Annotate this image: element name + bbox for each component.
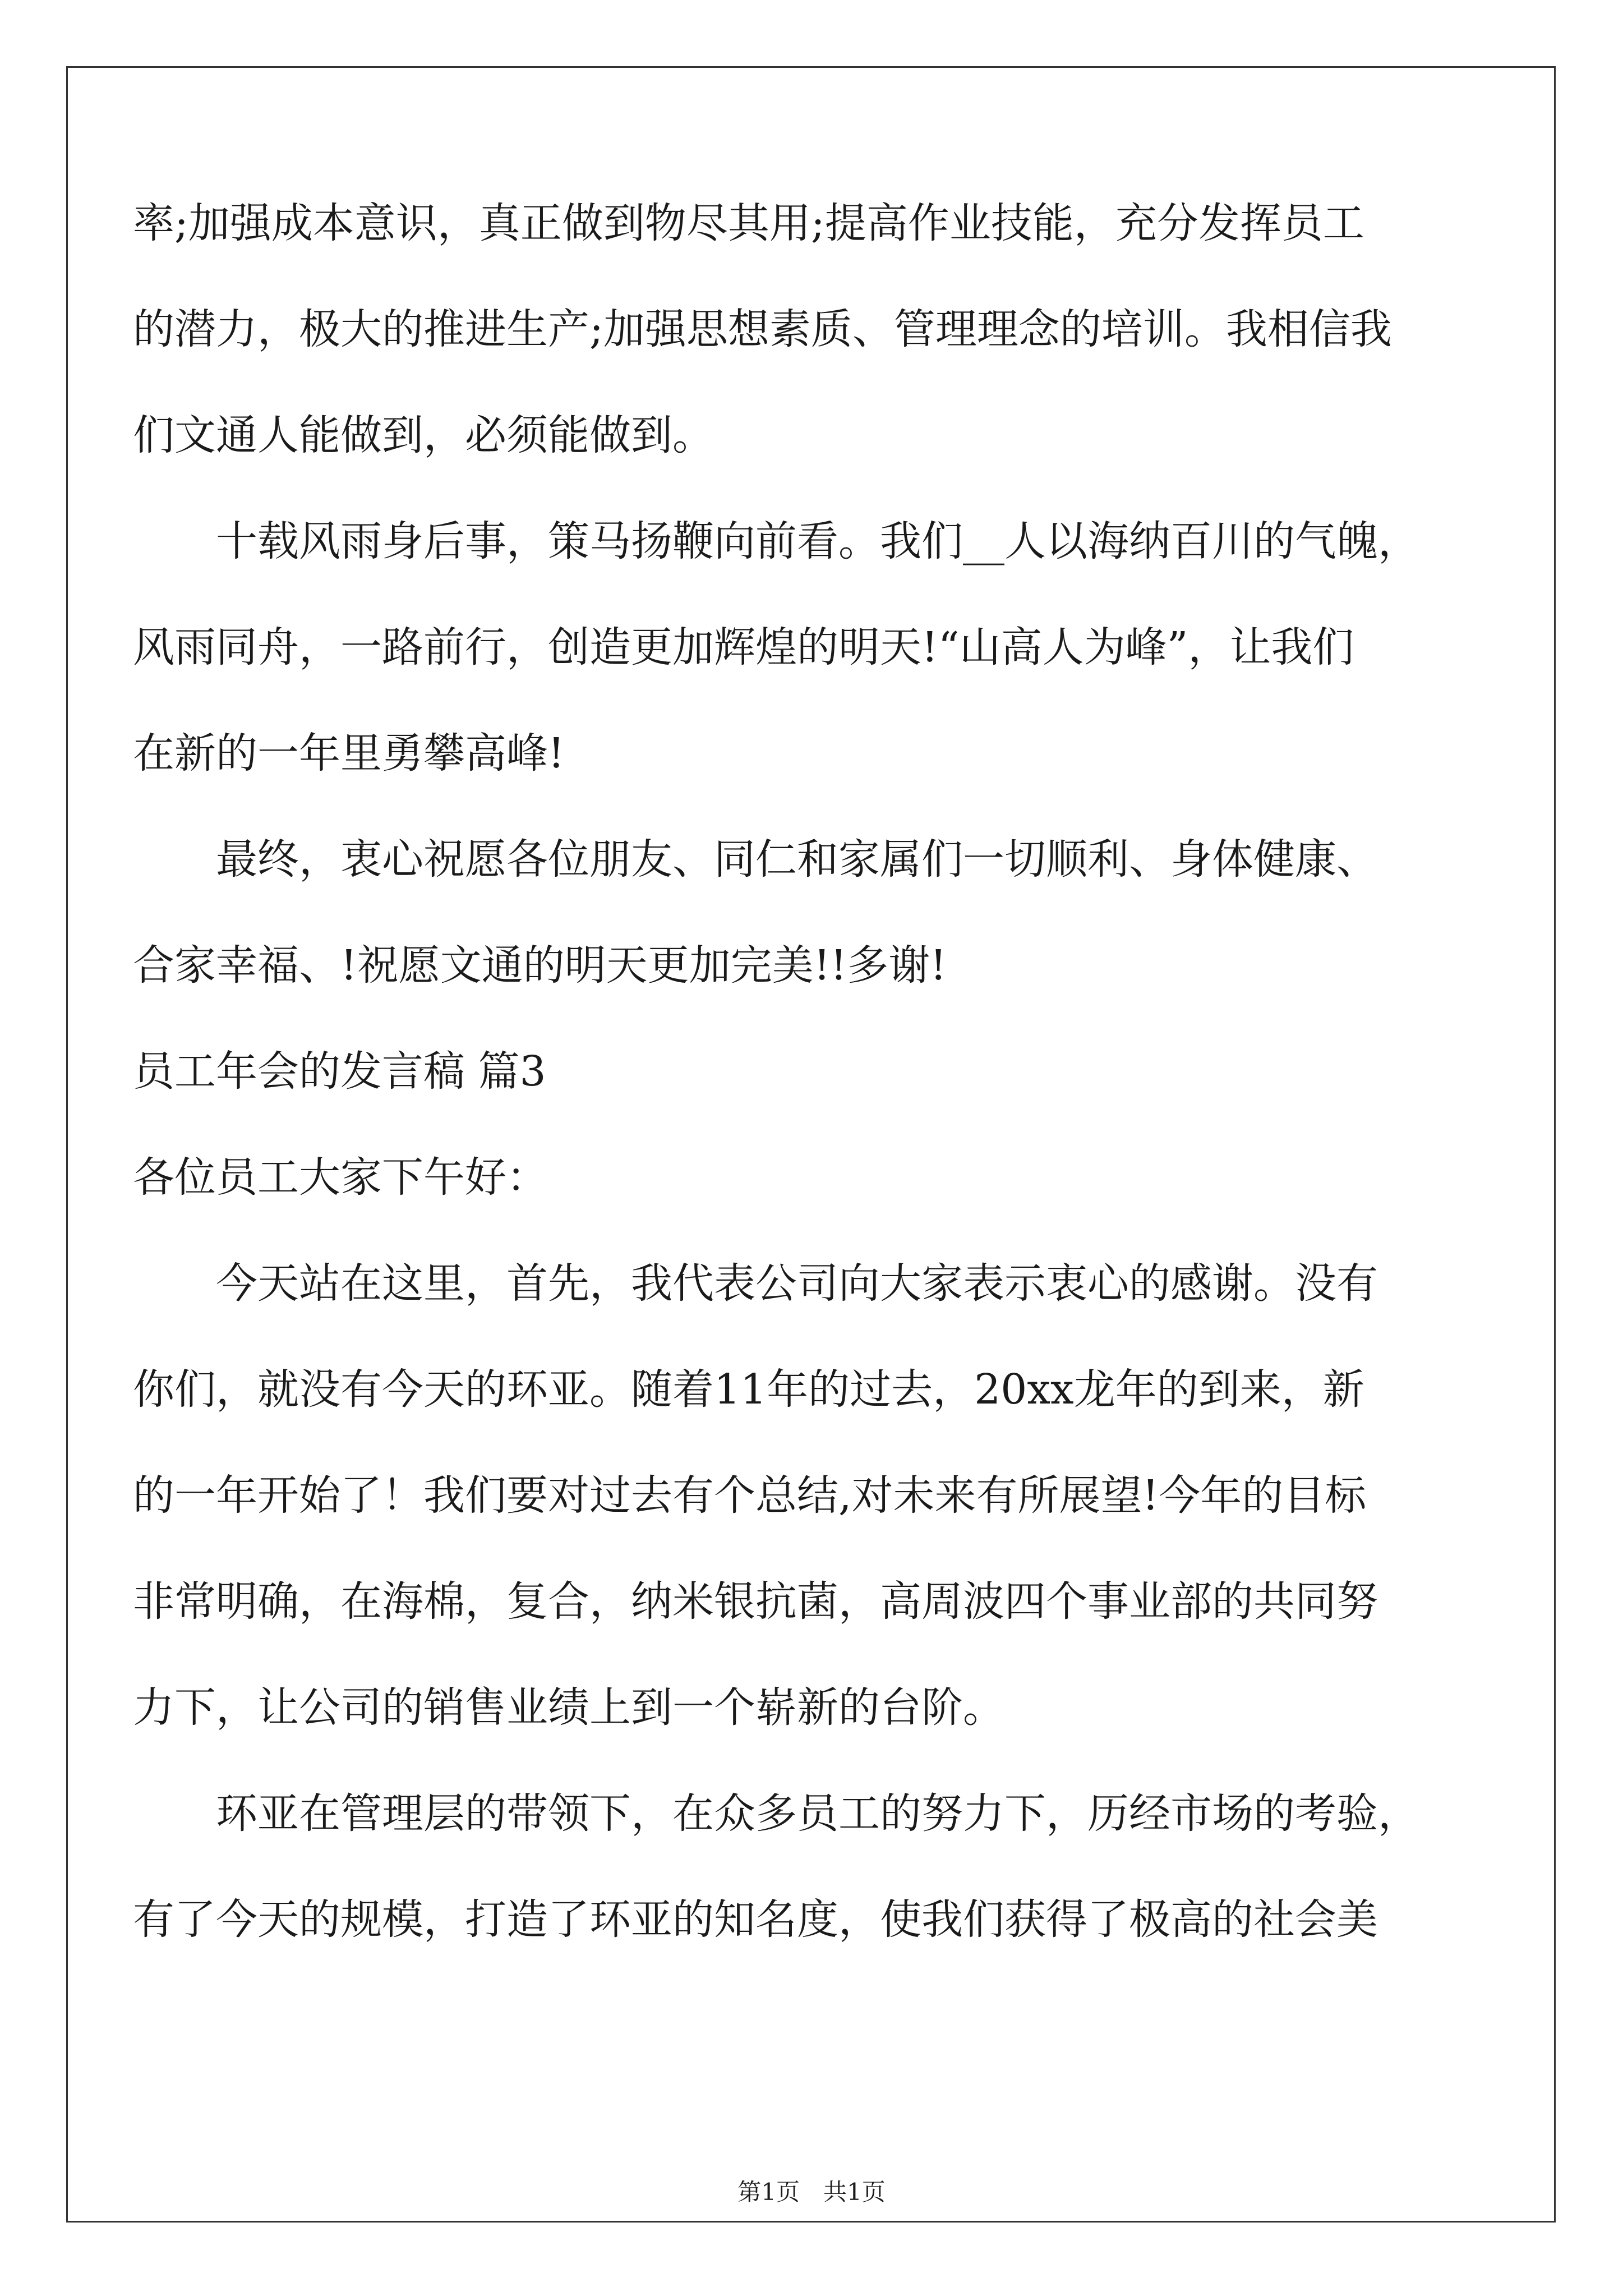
text-line: 合家幸福、!祝愿文通的明天更加完美!!多谢! (133, 941, 947, 990)
salutation: 各位员工大家下午好： (133, 1153, 548, 1202)
text-line: 的潜力，极大的推进生产;加强思想素质、管理理念的培训。我相信我 (133, 305, 1392, 353)
text-line: 非常明确，在海棉，复合，纳米银抗菌，高周波四个事业部的共同努 (133, 1577, 1378, 1626)
text-line: 在新的一年里勇攀高峰! (133, 729, 565, 777)
text-line: 你们，就没有今天的环亚。随着11年的过去，20xx龙年的到来，新 (133, 1365, 1364, 1414)
text-line: 环亚在管理层的带领下，在众多员工的努力下，历经市场的考验， (133, 1789, 1419, 1838)
text-line: 们文通人能做到，必须能做到。 (133, 411, 714, 459)
text-line: 最终，衷心祝愿各位朋友、同仁和家属们一切顺利、身体健康、 (133, 835, 1378, 884)
text-line: 风雨同舟，一路前行，创造更加辉煌的明天!“山高人为峰”，让我们 (133, 623, 1354, 671)
text-line: 力下，让公司的销售业绩上到一个崭新的台阶。 (133, 1683, 1004, 1732)
text-line: 的一年开始了！我们要对过去有个总结,对未来有所展望!今年的目标 (133, 1471, 1367, 1520)
text-line: 今天站在这里，首先，我代表公司向大家表示衷心的感谢。没有 (133, 1259, 1378, 1308)
text-line: 十载风雨身后事，策马扬鞭向前看。我们__人以海纳百川的气魄， (133, 517, 1419, 565)
section-heading: 员工年会的发言稿 篇3 (133, 1047, 546, 1096)
text-line: 率;加强成本意识，真正做到物尽其用;提高作业技能，充分发挥员工 (133, 199, 1364, 247)
page-footer: 第1页 共1页 (737, 2178, 886, 2206)
text-line: 有了今天的规模，打造了环亚的知名度，使我们获得了极高的社会美 (133, 1895, 1378, 1944)
